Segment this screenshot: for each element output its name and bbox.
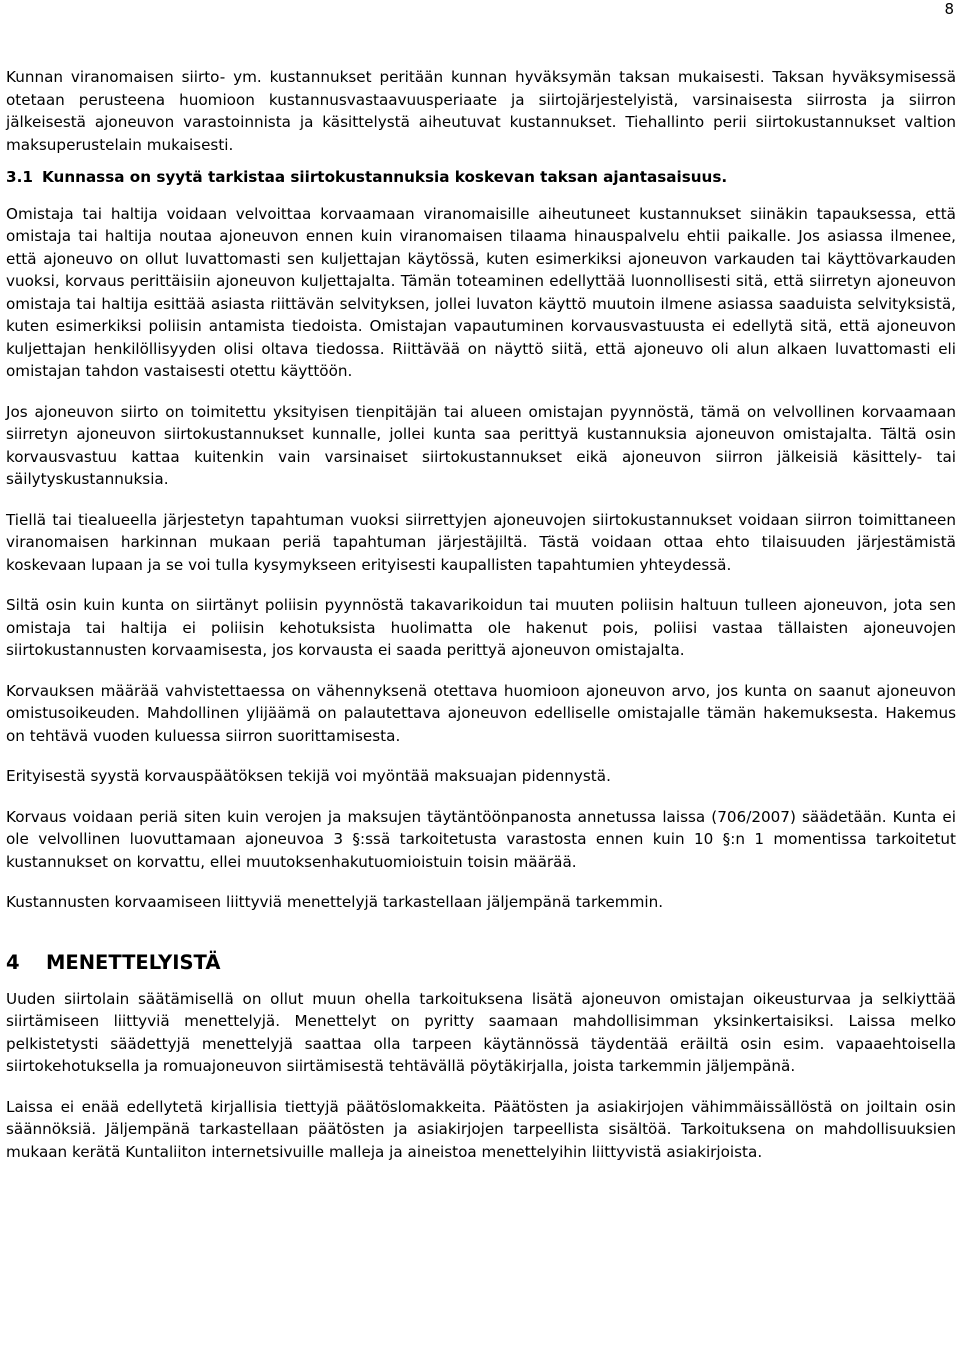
paragraph: Erityisestä syystä korvauspäätöksen tekijä voi myöntää maksuajan pidennystä. <box>6 767 611 785</box>
section-4-heading <box>6 950 956 976</box>
paragraph: Korvaus voidaan periä siten kuin verojen ja maksujen täytäntöönpanosta annetussa laissa (706/2007) säädetään. Kunta ei ole velvollinen luovuttamaan ajoneuvoa 3 §:ssä tarkoitetusta varastosta ennen kuin 10 §:n 1 momentissa tarkoitetut kustannukset on korvattu, ellei muutoksenhakutuomioistuin toisin määrää. <box>6 807 956 871</box>
paragraph: Kustannusten korvaamiseen liittyviä menettelyjä tarkastellaan jäljempänä tarkemmin. <box>6 893 664 911</box>
paragraph: Jos ajoneuvon siirto on toimitettu yksityisen tienpitäjän tai alueen omistajan pyynnöstä, tämä on velvollinen korvaamaan siirretyn ajoneuvon siirtokustannukset kunnalle, jollei kunta saa perittyä kustannuksia ajoneuvon omistajalta. Tältä osin korvausvastuu kattaa kuitenkin vain varsinaiset siirtokustannukset eikä ajoneuvon siirron jälkeisiä käsittely- tai säilytyskustannuksia. <box>6 402 956 488</box>
paragraph: Uuden siirtolain säätämisellä on ollut muun ohella tarkoituksena lisätä ajoneuvon omistajan oikeusturvaa ja selkiyttää siirtämiseen liittyviä menettelyjä. Menettelyt on pyritty saamaan mahdollisimman yksinkertaisiksi. Laissa melko pelkistetysti säädettyjä menettelyjä saattaa olla tarpeen käytännössä täydentää eräiltä osin esim. vapaaehtoisella siirtokehotuksella ja romuajoneuvon siirtämisestä tehtävällä pöytäkirjalla, joista tarkemmin jäljempänä. <box>6 989 956 1075</box>
section-4-number: 4 <box>6 950 20 974</box>
paragraph: Omistaja tai haltija voidaan velvoittaa korvaamaan viranomaisille aiheutuneet kustannukset siinäkin tapauksessa, että omistaja tai haltija noutaa ajoneuvon ennen kuin viranomaisen tilaama hinauspalvelu ehtii paikalle. Jos asiassa ilmenee, että ajoneuvo on ollut luvattomasti sen kuljettajan käytössä, kuten esimerkiksi ajoneuvon varkauden tai käyttövarkauden vuoksi, korvaus perittäisiin ajoneuvon kuljettajalta. Tämän toteaminen edellyttää luonnollisesti sitä, että siirretyn ajoneuvon omistaja tai haltija esittää asiasta riittävän selvityksen, jollei luvaton käyttö muutoin ilmene asiassa saaduista selvityksistä, kuten esimerkiksi poliisin antamista tiedoista. Omistajan vapautuminen korvausvastuusta ei edellytä sitä, että ajoneuvon kuljettajan henkilöllisyyden olisi oltava tiedossa. Riittävää on näyttö siitä, että ajoneuvo oli alun alkaen luvattomasti eli omistajan tahdon vastaisesti otettu käyttöön. <box>6 204 956 380</box>
paragraph: Korvauksen määrää vahvistettaessa on vähennyksenä otettava huomioon ajoneuvon arvo, jos kunta on saanut ajoneuvon omistusoikeuden. Mahdollinen ylijäämä on palautettava ajoneuvon edelliselle omistajalle tämän hakemuksesta. Hakemus on tehtävä vuoden kuluessa siirron suorittamisesta. <box>6 681 956 745</box>
intro-paragraph: Kunnan viranomaisen siirto- ym. kustannukset peritään kunnan hyväksymän taksan mukaisesti. Taksan hyväksymisessä otetaan perusteena huomioon kustannusvastaavuusperiaate ja siirtojärjestelyistä, varsinaisesta siirrosta ja siirron jälkeisestä ajoneuvon varastoinnista ja käsittelystä aiheutuvat kustannukset. Tiehallinto perii siirtokustannukset valtion maksuperustelain mukaisesti. <box>6 68 956 154</box>
document-body <box>6 66 956 1163</box>
paragraph: Laissa ei enää edellytetä kirjallisia tiettyjä päätöslomakkeita. Päätösten ja asiakirjojen vähimmäissällöstä on joiltain osin säännöksiä. Jäljempänä tarkastellaan päätösten ja asiakirjojen tarpeellista sisältöä. Tarkoituksena on mahdollisuuksien mukaan kerätä Kuntaliiton internetsivuille malleja ja aineistoa menettelyihin liittyvistä asiakirjoista. <box>6 1097 956 1161</box>
section-3-1-number: 3.1 <box>6 168 33 186</box>
section-3-1-heading <box>6 166 956 189</box>
paragraph: Siltä osin kuin kunta on siirtänyt poliisin pyynnöstä takavarikoidun tai muuten poliisin haltuun tulleen ajoneuvon, jota sen omistaja tai haltija ei poliisin kehotuksista huolimatta ole hakenut pois, poliisi vastaa tällaisten ajoneuvojen siirtokustannusten korvaamisesta, jos korvausta ei saada perittyä ajoneuvon omistajalta. <box>6 596 956 659</box>
section-4-title: MENETTELYISTÄ <box>46 950 221 974</box>
paragraph: Tiellä tai tiealueella järjestetyn tapahtuman vuoksi siirrettyjen ajoneuvojen siirtokustannukset voidaan siirron toimittaneen viranomaisen harkinnan mukaan periä tapahtuman järjestäjiltä. Tästä voidaan ottaa ehto tilaisuuden järjestämistä koskevaan lupaan ja se voi tulla kysymykseen erityisesti kaupallisten tapahtumien yhteydessä. <box>6 510 956 574</box>
page-number: 8 <box>944 0 954 18</box>
section-3-1-title: Kunnassa on syytä tarkistaa siirtokustannuksia koskevan taksan ajantasaisuus. <box>42 168 728 186</box>
